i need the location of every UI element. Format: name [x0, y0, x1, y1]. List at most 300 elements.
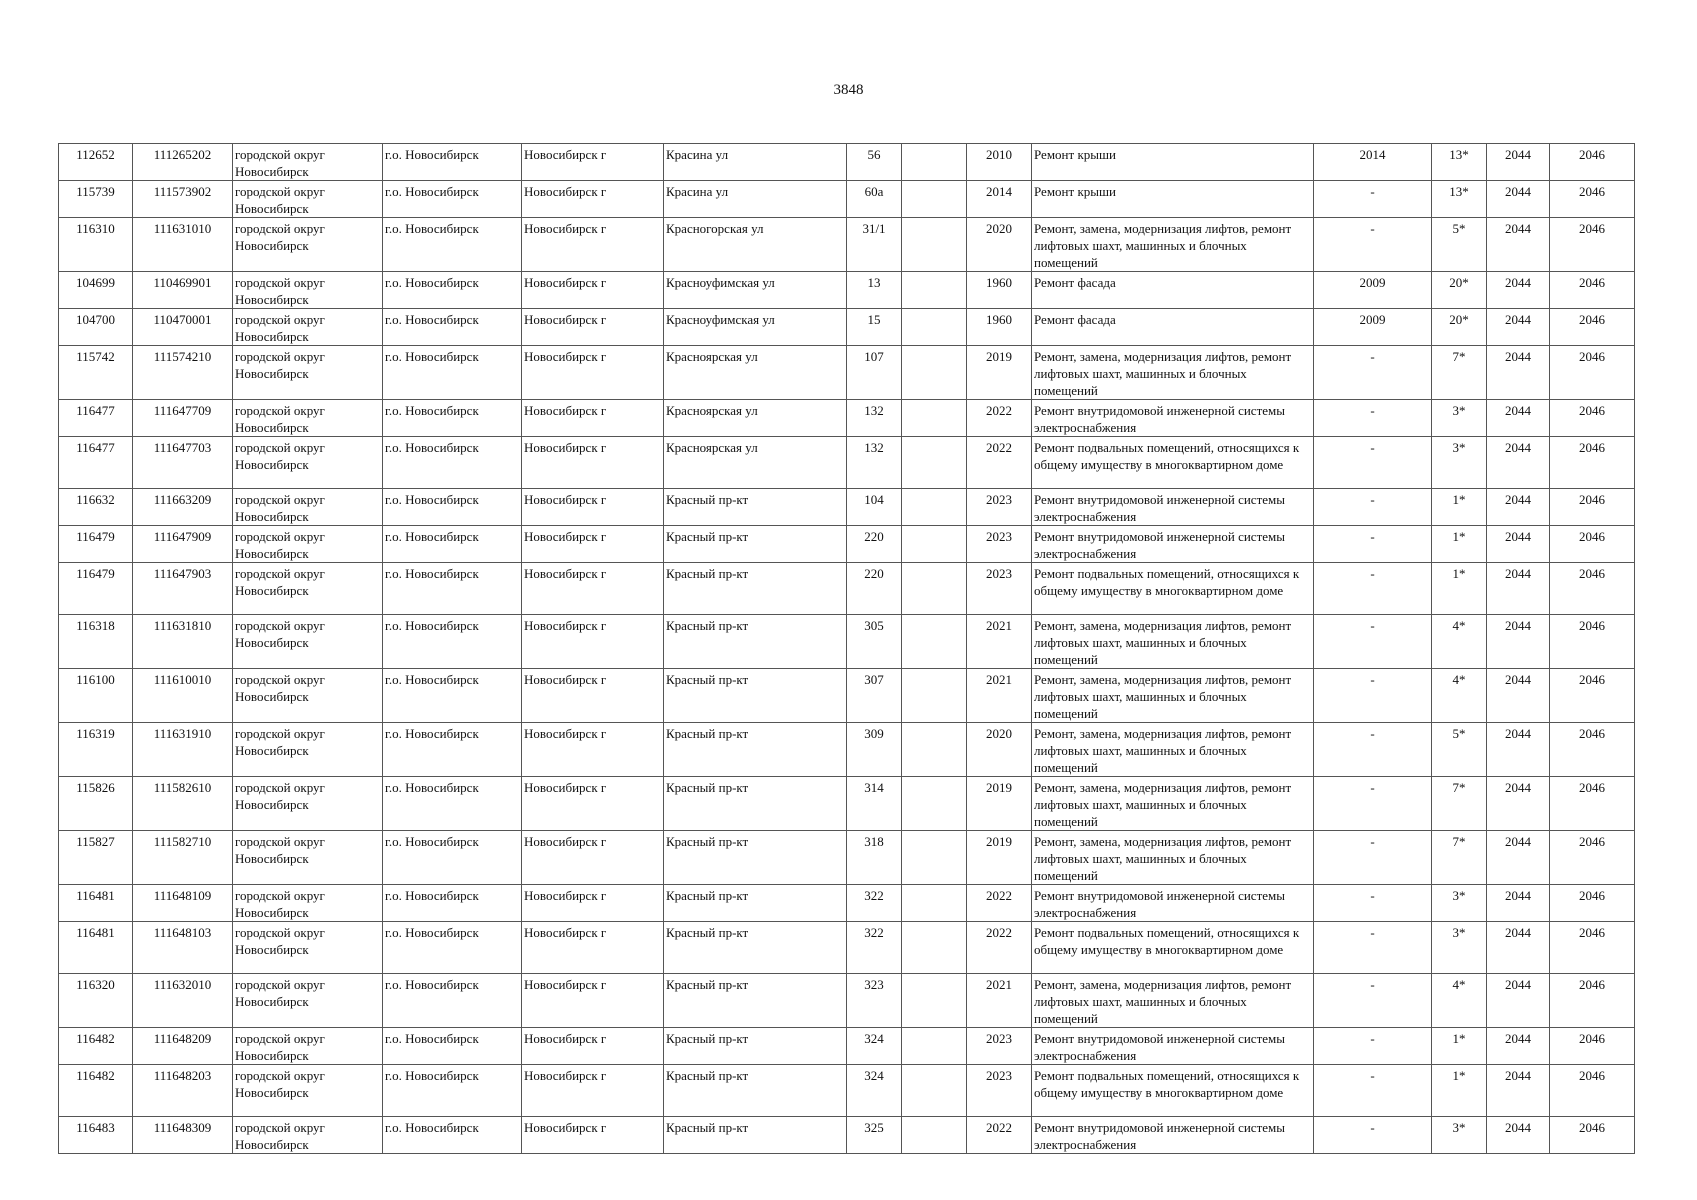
cell-record-id: 116482: [59, 1028, 133, 1065]
cell-house-code: 111574210: [133, 346, 233, 400]
cell-house-number: 31/1: [847, 218, 902, 272]
cell-municipality: городской округ Новосибирск: [233, 615, 383, 669]
cell-work-type: Ремонт подвальных помещений, относящихся к общему имуществу в многоквартирном доме: [1032, 1065, 1314, 1117]
cell-district: г.о. Новосибирск: [383, 885, 522, 922]
cell-wear: 1*: [1432, 1028, 1487, 1065]
cell-start-year: 2044: [1487, 218, 1550, 272]
cell-settlement: Новосибирск г: [522, 885, 664, 922]
cell-house-code: 110469901: [133, 272, 233, 309]
cell-settlement: Новосибирск г: [522, 346, 664, 400]
cell-wear: 3*: [1432, 1117, 1487, 1154]
cell-year: 2014: [967, 181, 1032, 218]
cell-start-year: 2044: [1487, 309, 1550, 346]
cell-settlement: Новосибирск г: [522, 974, 664, 1028]
page-number: 3848: [833, 82, 864, 98]
cell-district: г.о. Новосибирск: [383, 400, 522, 437]
cell-municipality: городской округ Новосибирск: [233, 526, 383, 563]
cell-street: Красный пр-кт: [664, 1117, 847, 1154]
cell-street: Красноярская ул: [664, 346, 847, 400]
cell-settlement: Новосибирск г: [522, 526, 664, 563]
cell-district: г.о. Новосибирск: [383, 974, 522, 1028]
cell-wear: 1*: [1432, 563, 1487, 615]
table-row: [59, 181, 1635, 218]
cell-municipality: городской округ Новосибирск: [233, 144, 383, 181]
cell-building: [902, 974, 967, 1028]
cell-start-year: 2044: [1487, 346, 1550, 400]
cell-building: [902, 922, 967, 974]
cell-end-year: 2046: [1550, 669, 1635, 723]
cell-end-year: 2046: [1550, 437, 1635, 489]
cell-district: г.о. Новосибирск: [383, 1117, 522, 1154]
cell-year: 2023: [967, 1065, 1032, 1117]
cell-street: Красный пр-кт: [664, 922, 847, 974]
cell-start-year: 2044: [1487, 563, 1550, 615]
cell-wear: 7*: [1432, 346, 1487, 400]
cell-district: г.о. Новосибирск: [383, 922, 522, 974]
cell-start-year: 2044: [1487, 831, 1550, 885]
cell-house-number: 305: [847, 615, 902, 669]
table-row: [59, 218, 1635, 272]
cell-house-code: 111648109: [133, 885, 233, 922]
cell-municipality: городской округ Новосибирск: [233, 974, 383, 1028]
cell-street: Красногорская ул: [664, 218, 847, 272]
cell-year: 2022: [967, 1117, 1032, 1154]
cell-end-year: 2046: [1550, 218, 1635, 272]
cell-building: [902, 1028, 967, 1065]
table-row: [59, 615, 1635, 669]
cell-wear: 3*: [1432, 437, 1487, 489]
cell-municipality: городской округ Новосибирск: [233, 489, 383, 526]
cell-start-year: 2044: [1487, 922, 1550, 974]
cell-house-number: 324: [847, 1065, 902, 1117]
cell-end-year: 2046: [1550, 1028, 1635, 1065]
cell-house-number: 309: [847, 723, 902, 777]
cell-record-id: 116477: [59, 437, 133, 489]
cell-house-code: 111631010: [133, 218, 233, 272]
cell-building: [902, 885, 967, 922]
cell-street: Красный пр-кт: [664, 777, 847, 831]
cell-house-number: 107: [847, 346, 902, 400]
cell-municipality: городской округ Новосибирск: [233, 1028, 383, 1065]
cell-house-code: 111647909: [133, 526, 233, 563]
cell-work-type: Ремонт внутридомовой инженерной системы электроснабжения: [1032, 885, 1314, 922]
cell-street: Красный пр-кт: [664, 615, 847, 669]
cell-year: 2021: [967, 615, 1032, 669]
cell-start-year: 2044: [1487, 437, 1550, 489]
cell-work-type: Ремонт, замена, модернизация лифтов, ремонт лифтовых шахт, машинных и блочных помещений: [1032, 218, 1314, 272]
table-row: [59, 885, 1635, 922]
cell-municipality: городской округ Новосибирск: [233, 400, 383, 437]
table-row: [59, 437, 1635, 489]
cell-year: 2021: [967, 669, 1032, 723]
cell-municipality: городской округ Новосибирск: [233, 437, 383, 489]
cell-municipality: городской округ Новосибирск: [233, 563, 383, 615]
cell-district: г.о. Новосибирск: [383, 272, 522, 309]
cell-year: 2010: [967, 144, 1032, 181]
cell-last-repair-year: -: [1314, 922, 1432, 974]
cell-year: 1960: [967, 272, 1032, 309]
cell-record-id: 116477: [59, 400, 133, 437]
table-row: [59, 1065, 1635, 1117]
cell-work-type: Ремонт, замена, модернизация лифтов, ремонт лифтовых шахт, машинных и блочных помещений: [1032, 831, 1314, 885]
cell-street: Красный пр-кт: [664, 526, 847, 563]
cell-street: Красина ул: [664, 181, 847, 218]
cell-building: [902, 181, 967, 218]
cell-street: Красный пр-кт: [664, 974, 847, 1028]
cell-record-id: 104700: [59, 309, 133, 346]
cell-work-type: Ремонт внутридомовой инженерной системы электроснабжения: [1032, 489, 1314, 526]
table-row: [59, 1117, 1635, 1154]
cell-start-year: 2044: [1487, 1065, 1550, 1117]
cell-district: г.о. Новосибирск: [383, 615, 522, 669]
cell-end-year: 2046: [1550, 181, 1635, 218]
cell-building: [902, 1065, 967, 1117]
cell-house-code: 111631810: [133, 615, 233, 669]
cell-street: Красноярская ул: [664, 400, 847, 437]
cell-last-repair-year: -: [1314, 831, 1432, 885]
cell-street: Красноуфимская ул: [664, 309, 847, 346]
cell-house-code: 111648209: [133, 1028, 233, 1065]
cell-last-repair-year: -: [1314, 1028, 1432, 1065]
cell-year: 2023: [967, 526, 1032, 563]
cell-last-repair-year: -: [1314, 1117, 1432, 1154]
cell-end-year: 2046: [1550, 144, 1635, 181]
cell-work-type: Ремонт, замена, модернизация лифтов, ремонт лифтовых шахт, машинных и блочных помещений: [1032, 346, 1314, 400]
cell-wear: 5*: [1432, 218, 1487, 272]
cell-street: Красный пр-кт: [664, 489, 847, 526]
cell-settlement: Новосибирск г: [522, 1117, 664, 1154]
cell-house-code: 111647903: [133, 563, 233, 615]
cell-wear: 13*: [1432, 181, 1487, 218]
cell-record-id: 115739: [59, 181, 133, 218]
cell-street: Красный пр-кт: [664, 885, 847, 922]
cell-district: г.о. Новосибирск: [383, 218, 522, 272]
cell-district: г.о. Новосибирск: [383, 669, 522, 723]
cell-district: г.о. Новосибирск: [383, 1028, 522, 1065]
cell-municipality: городской округ Новосибирск: [233, 1065, 383, 1117]
cell-house-number: 322: [847, 922, 902, 974]
cell-settlement: Новосибирск г: [522, 831, 664, 885]
cell-year: 2019: [967, 346, 1032, 400]
cell-district: г.о. Новосибирск: [383, 144, 522, 181]
cell-building: [902, 400, 967, 437]
cell-municipality: городской округ Новосибирск: [233, 669, 383, 723]
cell-settlement: Новосибирск г: [522, 777, 664, 831]
cell-house-code: 111610010: [133, 669, 233, 723]
cell-record-id: 116100: [59, 669, 133, 723]
cell-record-id: 116479: [59, 563, 133, 615]
cell-start-year: 2044: [1487, 1028, 1550, 1065]
cell-settlement: Новосибирск г: [522, 181, 664, 218]
cell-house-number: 56: [847, 144, 902, 181]
cell-building: [902, 831, 967, 885]
cell-building: [902, 723, 967, 777]
cell-last-repair-year: 2014: [1314, 144, 1432, 181]
cell-start-year: 2044: [1487, 885, 1550, 922]
registry-body: [59, 144, 1635, 1154]
cell-record-id: 116320: [59, 974, 133, 1028]
cell-last-repair-year: -: [1314, 437, 1432, 489]
cell-record-id: 115827: [59, 831, 133, 885]
cell-end-year: 2046: [1550, 723, 1635, 777]
cell-settlement: Новосибирск г: [522, 489, 664, 526]
cell-house-number: 13: [847, 272, 902, 309]
cell-wear: 1*: [1432, 489, 1487, 526]
cell-house-code: 110470001: [133, 309, 233, 346]
cell-settlement: Новосибирск г: [522, 272, 664, 309]
cell-wear: 1*: [1432, 1065, 1487, 1117]
cell-end-year: 2046: [1550, 489, 1635, 526]
table-row: [59, 309, 1635, 346]
cell-wear: 7*: [1432, 777, 1487, 831]
cell-wear: 7*: [1432, 831, 1487, 885]
cell-end-year: 2046: [1550, 777, 1635, 831]
cell-settlement: Новосибирск г: [522, 1065, 664, 1117]
cell-street: Красный пр-кт: [664, 669, 847, 723]
cell-start-year: 2044: [1487, 181, 1550, 218]
cell-last-repair-year: -: [1314, 563, 1432, 615]
table-row: [59, 144, 1635, 181]
cell-building: [902, 489, 967, 526]
cell-year: 2022: [967, 437, 1032, 489]
cell-house-code: 111647703: [133, 437, 233, 489]
cell-house-code: 111663209: [133, 489, 233, 526]
cell-building: [902, 669, 967, 723]
cell-wear: 4*: [1432, 974, 1487, 1028]
cell-end-year: 2046: [1550, 922, 1635, 974]
cell-house-number: 60а: [847, 181, 902, 218]
cell-building: [902, 615, 967, 669]
cell-district: г.о. Новосибирск: [383, 563, 522, 615]
cell-settlement: Новосибирск г: [522, 1028, 664, 1065]
cell-house-code: 111648309: [133, 1117, 233, 1154]
cell-work-type: Ремонт крыши: [1032, 181, 1314, 218]
cell-house-number: 220: [847, 526, 902, 563]
cell-house-code: 111582610: [133, 777, 233, 831]
cell-municipality: городской округ Новосибирск: [233, 777, 383, 831]
cell-wear: 1*: [1432, 526, 1487, 563]
cell-year: 2022: [967, 922, 1032, 974]
cell-wear: 4*: [1432, 669, 1487, 723]
cell-last-repair-year: -: [1314, 615, 1432, 669]
cell-street: Красный пр-кт: [664, 563, 847, 615]
cell-municipality: городской округ Новосибирск: [233, 309, 383, 346]
cell-start-year: 2044: [1487, 974, 1550, 1028]
cell-building: [902, 777, 967, 831]
table-row: [59, 669, 1635, 723]
registry-table: [58, 143, 1635, 1154]
cell-street: Красный пр-кт: [664, 723, 847, 777]
cell-start-year: 2044: [1487, 723, 1550, 777]
cell-work-type: Ремонт фасада: [1032, 309, 1314, 346]
cell-year: 2019: [967, 777, 1032, 831]
cell-work-type: Ремонт внутридомовой инженерной системы электроснабжения: [1032, 526, 1314, 563]
cell-last-repair-year: -: [1314, 669, 1432, 723]
cell-start-year: 2044: [1487, 777, 1550, 831]
table-row: [59, 831, 1635, 885]
cell-district: г.о. Новосибирск: [383, 181, 522, 218]
cell-last-repair-year: -: [1314, 723, 1432, 777]
cell-settlement: Новосибирск г: [522, 723, 664, 777]
cell-end-year: 2046: [1550, 831, 1635, 885]
cell-house-number: 324: [847, 1028, 902, 1065]
cell-municipality: городской округ Новосибирск: [233, 723, 383, 777]
cell-building: [902, 1117, 967, 1154]
table-row: [59, 400, 1635, 437]
cell-building: [902, 346, 967, 400]
cell-house-code: 111631910: [133, 723, 233, 777]
cell-house-number: 314: [847, 777, 902, 831]
cell-end-year: 2046: [1550, 615, 1635, 669]
table-row: [59, 777, 1635, 831]
cell-last-repair-year: -: [1314, 181, 1432, 218]
cell-year: 2019: [967, 831, 1032, 885]
cell-last-repair-year: 2009: [1314, 309, 1432, 346]
cell-work-type: Ремонт, замена, модернизация лифтов, ремонт лифтовых шахт, машинных и блочных помещений: [1032, 974, 1314, 1028]
cell-settlement: Новосибирск г: [522, 309, 664, 346]
cell-wear: 20*: [1432, 309, 1487, 346]
cell-wear: 3*: [1432, 885, 1487, 922]
cell-year: 2023: [967, 489, 1032, 526]
cell-end-year: 2046: [1550, 1117, 1635, 1154]
cell-house-number: 318: [847, 831, 902, 885]
table-row: [59, 922, 1635, 974]
cell-building: [902, 144, 967, 181]
cell-municipality: городской округ Новосибирск: [233, 181, 383, 218]
cell-start-year: 2044: [1487, 526, 1550, 563]
cell-district: г.о. Новосибирск: [383, 437, 522, 489]
cell-house-code: 111265202: [133, 144, 233, 181]
cell-work-type: Ремонт, замена, модернизация лифтов, ремонт лифтовых шахт, машинных и блочных помещений: [1032, 777, 1314, 831]
cell-wear: 4*: [1432, 615, 1487, 669]
cell-work-type: Ремонт подвальных помещений, относящихся к общему имуществу в многоквартирном доме: [1032, 563, 1314, 615]
cell-year: 2022: [967, 885, 1032, 922]
cell-start-year: 2044: [1487, 669, 1550, 723]
cell-year: 2020: [967, 218, 1032, 272]
cell-end-year: 2046: [1550, 526, 1635, 563]
cell-municipality: городской округ Новосибирск: [233, 346, 383, 400]
cell-last-repair-year: -: [1314, 218, 1432, 272]
cell-last-repair-year: -: [1314, 1065, 1432, 1117]
table-row: [59, 974, 1635, 1028]
cell-district: г.о. Новосибирск: [383, 1065, 522, 1117]
cell-last-repair-year: -: [1314, 346, 1432, 400]
cell-settlement: Новосибирск г: [522, 400, 664, 437]
cell-building: [902, 309, 967, 346]
cell-district: г.о. Новосибирск: [383, 526, 522, 563]
cell-municipality: городской округ Новосибирск: [233, 1117, 383, 1154]
cell-work-type: Ремонт подвальных помещений, относящихся к общему имуществу в многоквартирном доме: [1032, 437, 1314, 489]
cell-last-repair-year: -: [1314, 885, 1432, 922]
cell-house-code: 111648203: [133, 1065, 233, 1117]
cell-settlement: Новосибирск г: [522, 669, 664, 723]
cell-house-code: 111647709: [133, 400, 233, 437]
cell-building: [902, 437, 967, 489]
cell-record-id: 116479: [59, 526, 133, 563]
cell-street: Красноуфимская ул: [664, 272, 847, 309]
cell-building: [902, 272, 967, 309]
cell-district: г.о. Новосибирск: [383, 489, 522, 526]
cell-year: 2023: [967, 563, 1032, 615]
cell-district: г.о. Новосибирск: [383, 777, 522, 831]
cell-house-number: 132: [847, 437, 902, 489]
cell-record-id: 112652: [59, 144, 133, 181]
cell-street: Красный пр-кт: [664, 1065, 847, 1117]
cell-record-id: 116483: [59, 1117, 133, 1154]
cell-street: Красина ул: [664, 144, 847, 181]
cell-district: г.о. Новосибирск: [383, 309, 522, 346]
cell-end-year: 2046: [1550, 400, 1635, 437]
table-row: [59, 526, 1635, 563]
cell-house-number: 325: [847, 1117, 902, 1154]
cell-year: 2022: [967, 400, 1032, 437]
cell-record-id: 115742: [59, 346, 133, 400]
cell-settlement: Новосибирск г: [522, 615, 664, 669]
cell-end-year: 2046: [1550, 309, 1635, 346]
table-row: [59, 489, 1635, 526]
cell-last-repair-year: -: [1314, 400, 1432, 437]
cell-municipality: городской округ Новосибирск: [233, 922, 383, 974]
cell-house-number: 15: [847, 309, 902, 346]
cell-settlement: Новосибирск г: [522, 144, 664, 181]
cell-work-type: Ремонт подвальных помещений, относящихся к общему имуществу в многоквартирном доме: [1032, 922, 1314, 974]
cell-street: Красноярская ул: [664, 437, 847, 489]
cell-end-year: 2046: [1550, 1065, 1635, 1117]
table-row: [59, 272, 1635, 309]
cell-year: 1960: [967, 309, 1032, 346]
cell-wear: 3*: [1432, 400, 1487, 437]
cell-house-code: 111648103: [133, 922, 233, 974]
table-row: [59, 723, 1635, 777]
cell-work-type: Ремонт внутридомовой инженерной системы электроснабжения: [1032, 400, 1314, 437]
cell-work-type: Ремонт, замена, модернизация лифтов, ремонт лифтовых шахт, машинных и блочных помещений: [1032, 669, 1314, 723]
cell-house-code: 111573902: [133, 181, 233, 218]
cell-start-year: 2044: [1487, 489, 1550, 526]
cell-last-repair-year: -: [1314, 974, 1432, 1028]
cell-record-id: 116318: [59, 615, 133, 669]
cell-municipality: городской округ Новосибирск: [233, 885, 383, 922]
cell-settlement: Новосибирск г: [522, 437, 664, 489]
cell-municipality: городской округ Новосибирск: [233, 218, 383, 272]
cell-work-type: Ремонт внутридомовой инженерной системы электроснабжения: [1032, 1117, 1314, 1154]
cell-work-type: Ремонт, замена, модернизация лифтов, ремонт лифтовых шахт, машинных и блочных помещений: [1032, 723, 1314, 777]
cell-wear: 20*: [1432, 272, 1487, 309]
cell-wear: 5*: [1432, 723, 1487, 777]
cell-wear: 3*: [1432, 922, 1487, 974]
cell-building: [902, 563, 967, 615]
cell-district: г.о. Новосибирск: [383, 346, 522, 400]
cell-last-repair-year: -: [1314, 777, 1432, 831]
cell-end-year: 2046: [1550, 563, 1635, 615]
cell-settlement: Новосибирск г: [522, 922, 664, 974]
cell-municipality: городской округ Новосибирск: [233, 272, 383, 309]
table-row: [59, 346, 1635, 400]
cell-last-repair-year: -: [1314, 526, 1432, 563]
cell-house-code: 111582710: [133, 831, 233, 885]
cell-building: [902, 526, 967, 563]
cell-record-id: 116632: [59, 489, 133, 526]
cell-district: г.о. Новосибирск: [383, 723, 522, 777]
cell-start-year: 2044: [1487, 272, 1550, 309]
cell-last-repair-year: -: [1314, 489, 1432, 526]
cell-work-type: Ремонт фасада: [1032, 272, 1314, 309]
cell-building: [902, 218, 967, 272]
cell-record-id: 116481: [59, 922, 133, 974]
cell-house-number: 322: [847, 885, 902, 922]
cell-end-year: 2046: [1550, 974, 1635, 1028]
cell-record-id: 116319: [59, 723, 133, 777]
cell-house-code: 111632010: [133, 974, 233, 1028]
